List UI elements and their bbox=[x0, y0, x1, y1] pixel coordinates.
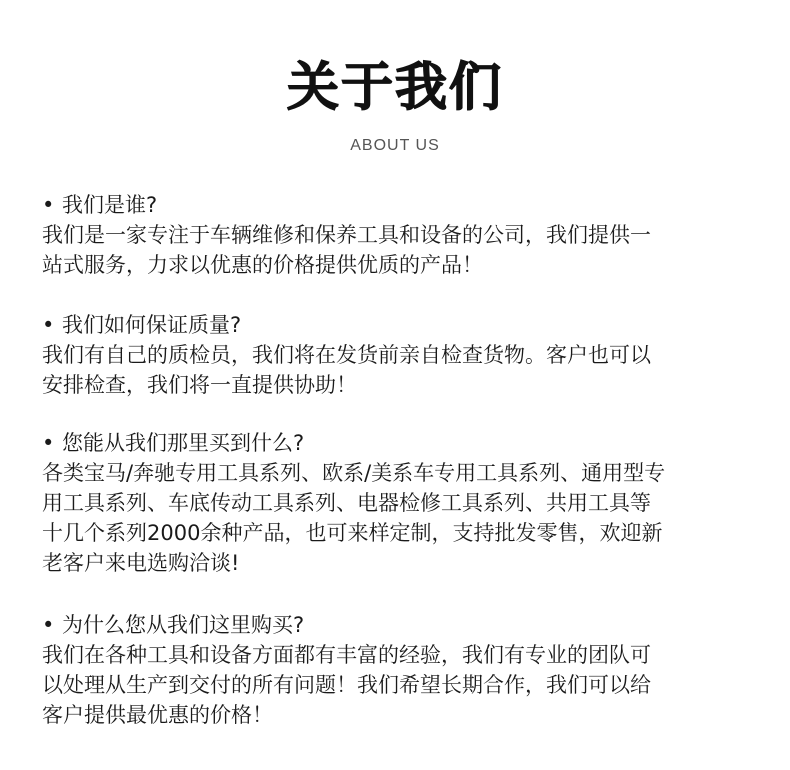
answer-line: 我们有自己的质检员，我们将在发货前亲自检查货物。客户也可以 bbox=[42, 343, 651, 367]
faq-question bbox=[42, 190, 762, 220]
answer-line: 我们在各种工具和设备方面都有丰富的经验，我们有专业的团队可 bbox=[42, 643, 651, 667]
answer-line: 十几个系列2000余种产品，也可来样定制，支持批发零售，欢迎新 bbox=[42, 521, 663, 545]
answer-line: 站式服务，力求以优惠的价格提供优质的产品！ bbox=[42, 253, 483, 277]
faq-answer bbox=[42, 340, 762, 400]
faq-question bbox=[42, 428, 762, 458]
faq-answer bbox=[42, 640, 762, 730]
page-title: 关于我们 bbox=[286, 58, 503, 118]
answer-line: 客户提供最优惠的价格！ bbox=[42, 703, 273, 727]
faq-question bbox=[42, 310, 762, 340]
faq-question bbox=[42, 610, 762, 640]
question-text: 我们如何保证质量? bbox=[62, 313, 242, 337]
question-text: 我们是谁? bbox=[62, 193, 158, 217]
question-text: 您能从我们那里买到什么? bbox=[62, 431, 305, 455]
faq-answer bbox=[42, 458, 762, 578]
faq-section-quality bbox=[42, 310, 762, 400]
page-subtitle: ABOUT US bbox=[350, 137, 440, 154]
bullet-icon: • bbox=[42, 193, 55, 217]
bullet-icon: • bbox=[42, 313, 55, 337]
answer-line: 用工具系列、车底传动工具系列、电器检修工具系列、共用工具等 bbox=[42, 491, 651, 515]
bullet-icon: • bbox=[42, 613, 55, 637]
bullet-icon: • bbox=[42, 431, 55, 455]
answer-line: 各类宝马/奔驰专用工具系列、欧系/美系车专用工具系列、通用型专 bbox=[42, 461, 666, 485]
answer-line: 老客户来电选购洽谈! bbox=[42, 551, 240, 575]
answer-line: 我们是一家专注于车辆维修和保养工具和设备的公司，我们提供一 bbox=[42, 223, 651, 247]
faq-section-who bbox=[42, 190, 762, 280]
question-text: 为什么您从我们这里购买? bbox=[62, 613, 305, 637]
faq-section-products bbox=[42, 428, 762, 578]
faq-section-why-buy bbox=[42, 610, 762, 730]
answer-line: 安排检查，我们将一直提供协助！ bbox=[42, 373, 357, 397]
answer-line: 以处理从生产到交付的所有问题！我们希望长期合作，我们可以给 bbox=[42, 673, 651, 697]
faq-answer bbox=[42, 220, 762, 280]
